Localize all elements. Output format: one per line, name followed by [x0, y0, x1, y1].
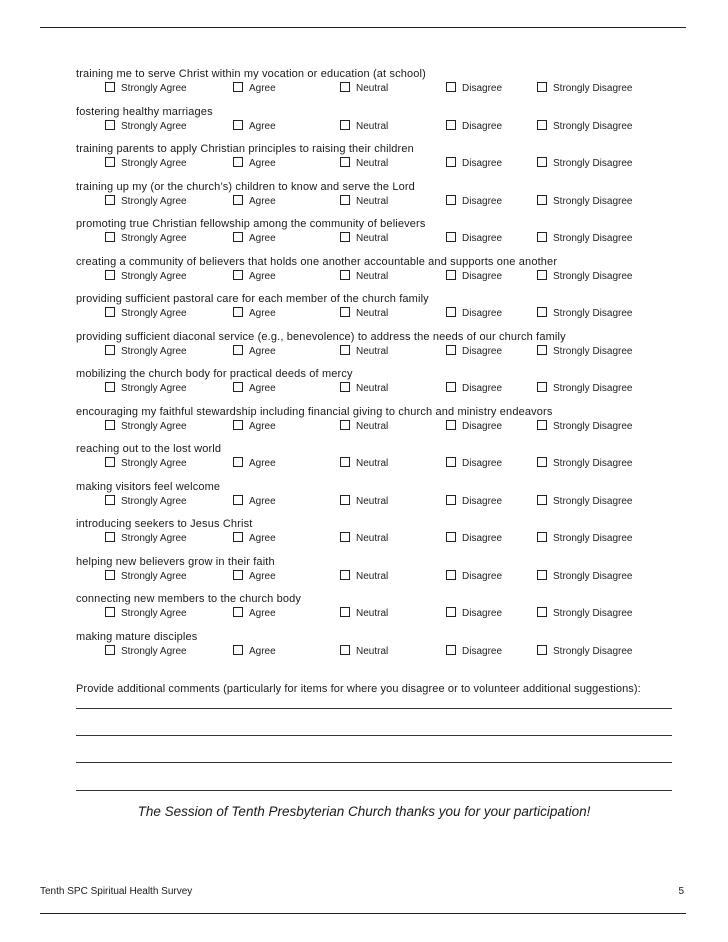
- checkbox[interactable]: [537, 195, 547, 205]
- checkbox[interactable]: [233, 495, 243, 505]
- rating-option-label: Disagree: [462, 458, 503, 469]
- rating-option-label: Agree: [249, 570, 276, 582]
- page-number: 5: [678, 886, 684, 897]
- comment-line-1[interactable]: [76, 708, 672, 709]
- rating-option-label: Strongly Disagree: [553, 608, 633, 619]
- rating-option-label: Neutral: [356, 608, 389, 619]
- checkbox[interactable]: [446, 607, 456, 617]
- rating-option-label: Agree: [249, 158, 276, 169]
- checkbox[interactable]: [446, 307, 456, 317]
- rating-option-label: Strongly Disagree: [553, 570, 633, 582]
- checkbox[interactable]: [537, 532, 547, 542]
- rating-option-label: Strongly Disagree: [553, 158, 633, 169]
- checkbox[interactable]: [446, 532, 456, 542]
- rating-option-label: Agree: [249, 308, 276, 319]
- rating-option-label: Strongly Disagree: [553, 645, 633, 657]
- rating-option-label: Agree: [249, 608, 276, 619]
- survey-question: [0, 442, 728, 480]
- rating-option-label: Neutral: [356, 158, 389, 169]
- checkbox[interactable]: [446, 157, 456, 167]
- checkbox[interactable]: [537, 607, 547, 617]
- checkbox[interactable]: [233, 82, 243, 92]
- question-text: helping new believers grow in their faith: [76, 555, 275, 568]
- rating-option-label: Neutral: [356, 308, 389, 319]
- checkbox[interactable]: [446, 345, 456, 355]
- checkbox[interactable]: [340, 345, 350, 355]
- rating-option-label: Disagree: [462, 120, 503, 132]
- checkbox[interactable]: [105, 195, 115, 205]
- question-text: providing sufficient pastoral care for each member of the church family: [76, 293, 429, 305]
- survey-question: [0, 330, 728, 368]
- checkbox[interactable]: [105, 270, 115, 280]
- rating-option-label: Strongly Disagree: [553, 383, 633, 394]
- rating-option-label: Strongly Agree: [121, 120, 187, 132]
- survey-question: [0, 630, 728, 668]
- rating-option-label: Neutral: [356, 233, 389, 244]
- survey-question: [0, 592, 728, 630]
- question-text: training up my (or the church’s) children to know and serve the Lord: [76, 180, 415, 193]
- question-text: making visitors feel welcome: [76, 480, 221, 493]
- survey-question: [0, 142, 728, 180]
- checkbox[interactable]: [233, 457, 243, 467]
- checkbox[interactable]: [105, 157, 115, 167]
- rating-option-label: Disagree: [462, 383, 503, 394]
- rating-option-label: Agree: [249, 533, 276, 544]
- checkbox[interactable]: [537, 232, 547, 242]
- rating-option-label: Neutral: [356, 495, 389, 507]
- checkbox[interactable]: [340, 232, 350, 242]
- checkbox[interactable]: [446, 382, 456, 392]
- checkbox[interactable]: [537, 570, 547, 580]
- rating-option-label: Strongly Disagree: [553, 195, 633, 207]
- rating-option-label: Agree: [249, 195, 276, 207]
- checkbox[interactable]: [340, 607, 350, 617]
- checkbox[interactable]: [537, 382, 547, 392]
- rating-option-label: Strongly Disagree: [553, 420, 633, 432]
- question-text: training parents to apply Christian principles to raising their children: [76, 143, 414, 155]
- checkbox[interactable]: [340, 457, 350, 467]
- rating-option-label: Agree: [249, 458, 276, 469]
- rating-option-label: Neutral: [356, 458, 389, 469]
- rating-option-label: Strongly Agree: [121, 645, 187, 657]
- rating-option-label: Strongly Agree: [121, 458, 187, 469]
- rating-option-label: Neutral: [356, 533, 389, 544]
- checkbox[interactable]: [446, 457, 456, 467]
- checkbox[interactable]: [233, 532, 243, 542]
- question-text: introducing seekers to Jesus Christ: [76, 518, 253, 530]
- comment-line-4[interactable]: [76, 790, 672, 791]
- rating-option-label: Disagree: [462, 233, 503, 244]
- rating-option-label: Strongly Agree: [121, 233, 187, 244]
- rating-option-label: Disagree: [462, 270, 503, 282]
- checkbox[interactable]: [105, 120, 115, 130]
- rating-option-label: Disagree: [462, 533, 503, 544]
- checkbox[interactable]: [340, 495, 350, 505]
- rating-option-label: Disagree: [462, 608, 503, 619]
- survey-question: [0, 555, 728, 593]
- checkbox[interactable]: [340, 120, 350, 130]
- rating-option-label: Strongly Disagree: [553, 83, 633, 94]
- checkbox[interactable]: [340, 82, 350, 92]
- rating-option-label: Disagree: [462, 495, 503, 507]
- footer-rule: [40, 913, 686, 914]
- checkbox[interactable]: [537, 495, 547, 505]
- checkbox[interactable]: [105, 570, 115, 580]
- question-text: training me to serve Christ within my vocation or education (at school): [76, 68, 426, 80]
- rating-option-label: Strongly Disagree: [553, 308, 633, 319]
- rating-option-label: Strongly Disagree: [553, 458, 633, 469]
- checkbox[interactable]: [446, 495, 456, 505]
- footer-title: Tenth SPC Spiritual Health Survey: [40, 886, 193, 897]
- survey-question: [0, 480, 728, 518]
- checkbox[interactable]: [233, 345, 243, 355]
- rating-option-label: Neutral: [356, 420, 389, 432]
- rating-option-label: Agree: [249, 270, 276, 282]
- header-rule: [40, 27, 686, 28]
- rating-option-label: Agree: [249, 420, 276, 432]
- checkbox[interactable]: [537, 345, 547, 355]
- rating-option-label: Strongly Agree: [121, 420, 187, 432]
- checkbox[interactable]: [105, 495, 115, 505]
- checkbox[interactable]: [446, 570, 456, 580]
- checkbox[interactable]: [233, 195, 243, 205]
- rating-option-label: Disagree: [462, 570, 503, 582]
- survey-question: [0, 255, 728, 293]
- comment-line-3[interactable]: [76, 762, 672, 763]
- question-text: reaching out to the lost world: [76, 443, 222, 455]
- checkbox[interactable]: [105, 607, 115, 617]
- survey-question: [0, 517, 728, 555]
- checkbox[interactable]: [537, 157, 547, 167]
- rating-option-label: Agree: [249, 345, 276, 357]
- survey-question: [0, 405, 728, 443]
- question-text: promoting true Christian fellowship among the community of believers: [76, 218, 426, 230]
- checkbox[interactable]: [233, 645, 243, 655]
- rating-option-label: Disagree: [462, 195, 503, 207]
- checkbox[interactable]: [233, 607, 243, 617]
- checkbox[interactable]: [446, 645, 456, 655]
- rating-option-label: Disagree: [462, 345, 503, 357]
- rating-option-label: Strongly Disagree: [553, 495, 633, 507]
- checkbox[interactable]: [233, 570, 243, 580]
- checkbox[interactable]: [233, 420, 243, 430]
- rating-option-label: Disagree: [462, 158, 503, 169]
- checkbox[interactable]: [105, 645, 115, 655]
- rating-option-label: Strongly Disagree: [553, 270, 633, 282]
- question-text: making mature disciples: [76, 630, 198, 643]
- checkbox[interactable]: [233, 307, 243, 317]
- checkbox[interactable]: [446, 270, 456, 280]
- rating-option-label: Neutral: [356, 645, 389, 657]
- rating-option-label: Disagree: [462, 308, 503, 319]
- survey-question: [0, 292, 728, 330]
- question-text: fostering healthy marriages: [76, 105, 213, 118]
- checkbox[interactable]: [446, 420, 456, 430]
- rating-option-label: Strongly Disagree: [553, 533, 633, 544]
- question-text: connecting new members to the church body: [76, 593, 302, 605]
- rating-option-label: Strongly Disagree: [553, 120, 633, 132]
- rating-option-label: Strongly Agree: [121, 345, 187, 357]
- checkbox[interactable]: [340, 270, 350, 280]
- checkbox[interactable]: [340, 532, 350, 542]
- question-text: encouraging my faithful stewardship including financial giving to church and ministry endeavors: [76, 405, 553, 418]
- checkbox[interactable]: [233, 157, 243, 167]
- rating-option-label: Strongly Agree: [121, 195, 187, 207]
- rating-option-label: Disagree: [462, 420, 503, 432]
- checkbox[interactable]: [537, 420, 547, 430]
- checkbox[interactable]: [446, 195, 456, 205]
- rating-option-label: Strongly Disagree: [553, 233, 633, 244]
- rating-option-label: Strongly Agree: [121, 570, 187, 582]
- rating-option-label: Strongly Disagree: [553, 345, 633, 357]
- checkbox[interactable]: [233, 120, 243, 130]
- rating-option-label: Strongly Agree: [121, 83, 187, 94]
- rating-option-label: Agree: [249, 120, 276, 132]
- rating-option-label: Agree: [249, 233, 276, 244]
- comment-line-2[interactable]: [76, 735, 672, 736]
- checkbox[interactable]: [105, 532, 115, 542]
- checkbox[interactable]: [340, 157, 350, 167]
- checkbox[interactable]: [105, 82, 115, 92]
- rating-option-label: Neutral: [356, 83, 389, 94]
- rating-option-label: Strongly Agree: [121, 608, 187, 619]
- survey-question: [0, 67, 728, 105]
- checkbox[interactable]: [105, 232, 115, 242]
- checkbox[interactable]: [105, 307, 115, 317]
- rating-option-label: Agree: [249, 495, 276, 507]
- comments-prompt: Provide additional comments (particularly for items for where you disagree or to volunteer additional suggestions):: [76, 683, 641, 695]
- rating-option-label: Agree: [249, 83, 276, 94]
- rating-option-label: Neutral: [356, 120, 389, 132]
- checkbox[interactable]: [233, 382, 243, 392]
- checkbox[interactable]: [340, 195, 350, 205]
- checkbox[interactable]: [446, 120, 456, 130]
- checkbox[interactable]: [105, 457, 115, 467]
- survey-questions: [0, 67, 728, 667]
- rating-option-label: Strongly Agree: [121, 158, 187, 169]
- survey-question: [0, 180, 728, 218]
- question-text: creating a community of believers that holds one another accountable and supports one another: [76, 255, 558, 268]
- rating-option-label: Neutral: [356, 570, 389, 582]
- checkbox[interactable]: [446, 82, 456, 92]
- question-text: providing sufficient diaconal service (e.g., benevolence) to address the needs of our church family: [76, 330, 566, 343]
- checkbox[interactable]: [537, 120, 547, 130]
- checkbox[interactable]: [340, 382, 350, 392]
- checkbox[interactable]: [233, 232, 243, 242]
- rating-option-label: Agree: [249, 645, 276, 657]
- survey-question: [0, 217, 728, 255]
- rating-option-label: Neutral: [356, 345, 389, 357]
- checkbox[interactable]: [233, 270, 243, 280]
- rating-option-label: Neutral: [356, 383, 389, 394]
- checkbox[interactable]: [340, 307, 350, 317]
- rating-option-label: Neutral: [356, 270, 389, 282]
- checkbox[interactable]: [340, 570, 350, 580]
- checkbox[interactable]: [537, 457, 547, 467]
- rating-option-label: Strongly Agree: [121, 383, 187, 394]
- checkbox[interactable]: [537, 82, 547, 92]
- rating-option-label: Strongly Agree: [121, 495, 187, 507]
- rating-option-label: Agree: [249, 383, 276, 394]
- checkbox[interactable]: [446, 232, 456, 242]
- rating-option-label: Strongly Agree: [121, 308, 187, 319]
- thank-you-message: The Session of Tenth Presbyterian Church thanks you for your participation!: [137, 804, 591, 819]
- checkbox[interactable]: [537, 645, 547, 655]
- rating-option-label: Disagree: [462, 645, 503, 657]
- checkbox[interactable]: [340, 645, 350, 655]
- rating-option-label: Disagree: [462, 83, 503, 94]
- survey-question: [0, 367, 728, 405]
- rating-option-label: Strongly Agree: [121, 270, 187, 282]
- question-text: mobilizing the church body for practical deeds of mercy: [76, 368, 353, 380]
- checkbox[interactable]: [105, 420, 115, 430]
- checkbox[interactable]: [340, 420, 350, 430]
- checkbox[interactable]: [105, 382, 115, 392]
- rating-option-label: Strongly Agree: [121, 533, 187, 544]
- checkbox[interactable]: [537, 307, 547, 317]
- survey-question: [0, 105, 728, 143]
- rating-option-label: Neutral: [356, 195, 389, 207]
- checkbox[interactable]: [537, 270, 547, 280]
- checkbox[interactable]: [105, 345, 115, 355]
